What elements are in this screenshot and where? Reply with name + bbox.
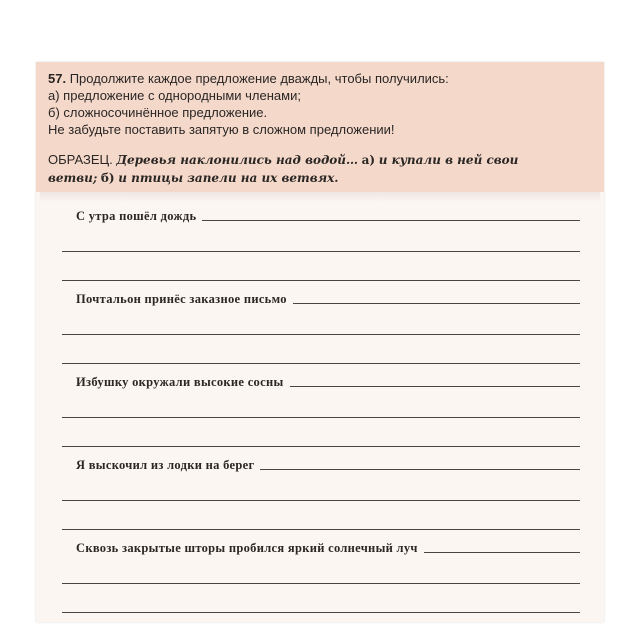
answer-line[interactable] bbox=[62, 279, 580, 281]
exercise-sentence: Избушку окружали высокие сосны bbox=[76, 375, 284, 389]
sample-a-marker: а) bbox=[361, 153, 376, 167]
sample-label: ОБРАЗЕЦ. bbox=[48, 152, 113, 167]
answer-line[interactable] bbox=[62, 333, 580, 335]
task-number: 57. bbox=[48, 71, 67, 86]
sample-a-text: и купали в ней свои bbox=[378, 153, 519, 167]
page-shadow bbox=[40, 192, 600, 202]
task-instructions bbox=[48, 70, 596, 138]
answer-line[interactable] bbox=[62, 362, 580, 364]
task-line-3: б) сложносочинённое предложение. bbox=[48, 105, 268, 120]
answer-line[interactable] bbox=[62, 528, 580, 530]
answer-line[interactable] bbox=[62, 445, 580, 447]
answer-line[interactable] bbox=[424, 551, 580, 553]
sample-sentence: Деревья наклонились над водой… bbox=[116, 153, 359, 167]
answer-line[interactable] bbox=[62, 499, 580, 501]
sample-block bbox=[48, 151, 596, 187]
answer-line[interactable] bbox=[293, 302, 580, 304]
answer-line[interactable] bbox=[62, 611, 580, 613]
exercise-sentence: Я выскочил из лодки на берег bbox=[76, 458, 255, 472]
exercise-item bbox=[62, 204, 580, 281]
task-line-4: Не забудьте поставить запятую в сложном предложении! bbox=[48, 122, 395, 137]
exercise-sentence: С утра пошёл дождь bbox=[76, 209, 197, 223]
exercise-item bbox=[62, 370, 580, 447]
answer-line[interactable] bbox=[202, 219, 580, 221]
exercise-sentence: Почтальон принёс заказное письмо bbox=[76, 292, 287, 306]
exercise-item bbox=[62, 536, 580, 613]
exercise-sentence: Сквозь закрытые шторы пробился яркий солнечный луч bbox=[76, 541, 418, 555]
exercise-item bbox=[62, 453, 580, 530]
answer-line[interactable] bbox=[62, 250, 580, 252]
answer-line[interactable] bbox=[62, 416, 580, 418]
exercise-item bbox=[62, 287, 580, 364]
task-line-2: а) предложение с однородными членами; bbox=[48, 88, 301, 103]
answer-line[interactable] bbox=[290, 385, 580, 387]
task-line-1: Продолжите каждое предложение дважды, чтобы получились: bbox=[69, 71, 449, 86]
sample-b-marker: б) bbox=[100, 171, 115, 185]
answer-line[interactable] bbox=[260, 468, 580, 470]
answer-line[interactable] bbox=[62, 582, 580, 584]
sample-a-text-cont: ветви; bbox=[48, 171, 98, 185]
sample-b-text: и птицы запели на их ветвях. bbox=[118, 171, 339, 185]
